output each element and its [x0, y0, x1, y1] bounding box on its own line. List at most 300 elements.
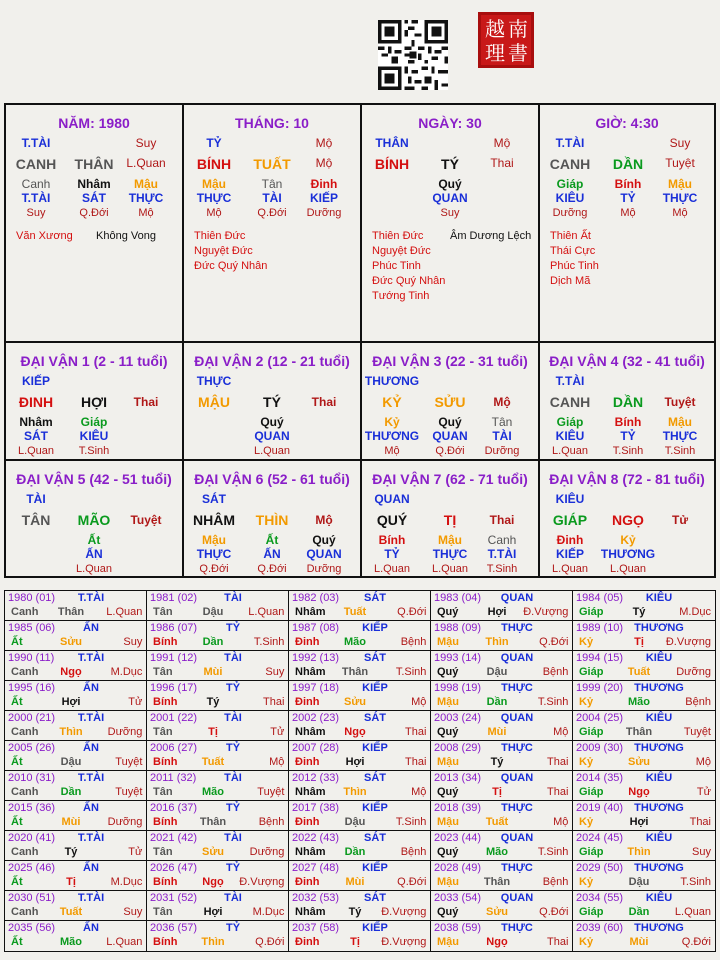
luck-pillar-title: ĐẠI VẬN 6 (52 - 61 tuổi)	[194, 471, 350, 487]
year-branch: Thìn	[485, 636, 509, 648]
year-ten-god: THỰC	[501, 802, 533, 814]
special-star: Đức Quý Nhân	[372, 275, 446, 287]
year-life-stage: Đ.Vượng	[523, 606, 569, 618]
luck-pillar-cell	[184, 461, 362, 578]
year-label: 1999 (20)	[576, 682, 624, 694]
year-branch: Dậu	[60, 756, 82, 768]
year-branch: Thìn	[201, 936, 225, 948]
heavenly-stem: TÂN	[21, 512, 51, 528]
year-cell	[573, 771, 715, 801]
year-life-stage: Thai	[404, 756, 427, 768]
special-star: Dịch Mã	[550, 275, 591, 287]
year-cell	[289, 861, 431, 891]
hidden-stem: Kỷ	[384, 415, 400, 429]
year-ten-god: KIẾP	[362, 682, 388, 694]
year-branch: Dần	[628, 906, 650, 918]
year-cell	[289, 621, 431, 651]
year-life-stage: Q.Đới	[397, 876, 427, 888]
year-cell	[5, 711, 147, 741]
year-cell	[147, 741, 289, 771]
year-label: 2015 (36)	[8, 802, 56, 814]
year-branch: Mùi	[203, 666, 223, 678]
year-branch: Tuất	[627, 666, 651, 678]
year-cell	[289, 831, 431, 861]
life-stage: Thai	[490, 156, 514, 170]
year-cell	[5, 831, 147, 861]
year-life-stage: Mộ	[411, 696, 427, 708]
ten-god-label: Mộ	[493, 136, 511, 150]
earthly-branch: HỢI	[81, 394, 107, 410]
special-star: Thiên Đức	[194, 230, 246, 242]
hidden-stem: Kỷ	[620, 533, 636, 547]
year-life-stage: L.Quan	[248, 606, 285, 618]
ten-god-label: Mộ	[315, 136, 333, 150]
hidden-ten-god: QUAN	[432, 429, 468, 443]
year-label: 2023 (44)	[434, 832, 482, 844]
year-life-stage: Thai	[546, 756, 569, 768]
year-life-stage: Q.Đới	[681, 936, 711, 948]
hidden-life-stage: Dưỡng	[552, 207, 588, 219]
life-stage: Mộ	[315, 156, 333, 170]
hidden-ten-god: KIÊU	[555, 191, 585, 205]
hidden-life-stage: Q.Đới	[435, 445, 465, 457]
year-label: 2028 (49)	[434, 862, 482, 874]
year-branch: Hợi	[487, 606, 507, 618]
year-ten-god: T.TÀI	[77, 652, 105, 664]
ten-god-label: THỰC	[196, 374, 232, 388]
year-cell	[431, 891, 573, 921]
year-ten-god: THƯƠNG	[634, 622, 684, 634]
year-cell	[147, 771, 289, 801]
year-label: 2000 (21)	[8, 712, 56, 724]
hidden-life-stage: Suy	[440, 207, 460, 219]
year-ten-god: KIẾP	[362, 622, 388, 634]
ten-god-label: Suy	[135, 136, 157, 150]
year-label: 2032 (53)	[292, 892, 340, 904]
year-cell	[289, 891, 431, 921]
year-label: 2031 (52)	[150, 892, 198, 904]
year-cell	[5, 891, 147, 921]
year-label: 2009 (30)	[576, 742, 624, 754]
hidden-ten-god: QUAN	[432, 191, 468, 205]
year-ten-god: TỶ	[225, 862, 241, 874]
annual-luck-table	[4, 590, 716, 952]
hidden-ten-god: KIẾP	[309, 191, 339, 205]
hidden-ten-god: TÀI	[492, 429, 512, 443]
year-cell	[431, 591, 573, 621]
year-branch: Thìn	[343, 786, 367, 798]
year-stem: Canh	[11, 726, 39, 738]
year-cell	[431, 681, 573, 711]
year-cell	[573, 681, 715, 711]
year-stem: Canh	[11, 786, 39, 798]
hidden-stem: Giáp	[80, 415, 108, 429]
life-stage: Thai	[133, 395, 159, 409]
year-stem: Đinh	[295, 696, 320, 708]
year-stem: Kỷ	[579, 936, 594, 948]
hidden-ten-god: THƯƠNG	[600, 547, 656, 561]
hidden-stem: Quý	[312, 533, 336, 547]
year-stem: Nhâm	[295, 846, 326, 858]
year-cell	[147, 861, 289, 891]
year-life-stage: Thai	[546, 936, 569, 948]
year-stem: Quý	[437, 726, 459, 738]
year-life-stage: L.Quan	[674, 906, 711, 918]
year-cell	[5, 801, 147, 831]
year-ten-god: THƯƠNG	[634, 742, 684, 754]
year-branch: Tuất	[343, 606, 367, 618]
year-ten-god: QUAN	[500, 892, 534, 904]
year-ten-god: TÀI	[224, 832, 242, 844]
year-label: 2025 (46)	[8, 862, 56, 874]
year-stem: Ất	[11, 816, 23, 828]
year-cell	[289, 591, 431, 621]
year-stem: Tân	[153, 846, 173, 858]
year-ten-god: ẤN	[83, 862, 99, 874]
year-ten-god: QUAN	[500, 772, 534, 784]
year-ten-god: ẤN	[83, 742, 99, 754]
pillar-cell	[362, 105, 540, 343]
year-life-stage: Dưỡng	[107, 816, 143, 828]
luck-pillar-title: ĐẠI VẬN 4 (32 - 41 tuổi)	[549, 353, 705, 369]
year-branch: Dậu	[344, 816, 366, 828]
year-ten-god: SÁT	[364, 652, 386, 664]
hidden-ten-god: KIÊU	[555, 429, 585, 443]
year-label: 2018 (39)	[434, 802, 482, 814]
year-ten-god: QUAN	[500, 712, 534, 724]
year-cell	[573, 621, 715, 651]
earthly-branch: NGỌ	[612, 512, 644, 528]
special-star: Văn Xương	[16, 230, 73, 242]
year-cell	[289, 921, 431, 951]
year-label: 2012 (33)	[292, 772, 340, 784]
hidden-ten-god: QUAN	[306, 547, 342, 561]
year-stem: Nhâm	[295, 786, 326, 798]
year-life-stage: Thai	[262, 696, 285, 708]
year-cell	[5, 621, 147, 651]
year-life-stage: M.Dục	[110, 876, 143, 888]
hidden-ten-god: THỰC	[662, 191, 698, 205]
earthly-branch: TÝ	[263, 394, 281, 410]
year-label: 2027 (48)	[292, 862, 340, 874]
year-stem: Bính	[153, 756, 178, 768]
year-ten-god: ẤN	[83, 802, 99, 814]
year-label: 2024 (45)	[576, 832, 624, 844]
year-ten-god: ẤN	[83, 922, 99, 934]
year-stem: Canh	[11, 846, 39, 858]
year-label: 1991 (12)	[150, 652, 198, 664]
year-stem: Bính	[153, 636, 178, 648]
year-label: 1992 (13)	[292, 652, 340, 664]
year-label: 2002 (23)	[292, 712, 340, 724]
year-branch: Tị	[66, 876, 76, 888]
year-cell	[147, 891, 289, 921]
year-stem: Bính	[153, 876, 178, 888]
luck-pillar-cell	[362, 461, 540, 578]
heavenly-stem: NHÂM	[193, 512, 235, 528]
year-life-stage: L.Quan	[106, 606, 143, 618]
year-cell	[289, 711, 431, 741]
year-branch: Thân	[57, 606, 85, 618]
year-branch: Mùi	[345, 876, 365, 888]
year-label: 1996 (17)	[150, 682, 198, 694]
header-info	[12, 6, 19, 22]
year-label: 2038 (59)	[434, 922, 482, 934]
year-branch: Thân	[483, 876, 511, 888]
hidden-stem: Giáp	[556, 177, 584, 191]
year-branch: Tý	[490, 756, 504, 768]
hidden-ten-god: THỰC	[432, 547, 468, 561]
ten-god-label: SÁT	[202, 492, 226, 506]
year-stem: Bính	[153, 696, 178, 708]
special-star: Tướng Tinh	[372, 290, 430, 302]
year-label: 2030 (51)	[8, 892, 56, 904]
year-label: 1990 (11)	[8, 652, 55, 664]
year-cell	[5, 591, 147, 621]
year-stem: Giáp	[579, 846, 604, 858]
year-branch: Tị	[492, 786, 502, 798]
hidden-ten-god: KIÊU	[79, 429, 109, 443]
year-ten-god: SÁT	[364, 892, 386, 904]
year-cell	[573, 861, 715, 891]
year-stem: Đinh	[295, 876, 320, 888]
ten-god-label: T.TÀI	[555, 374, 585, 388]
year-label: 1997 (18)	[292, 682, 340, 694]
special-star: Thiên Đức	[372, 230, 424, 242]
hidden-life-stage: L.Quan	[17, 445, 55, 457]
earthly-branch: TÝ	[441, 156, 459, 172]
special-star: Thái Cực	[550, 245, 596, 257]
ten-god-label: KIẾP	[21, 374, 51, 388]
ten-god-label: T.TÀI	[555, 136, 585, 150]
year-stem: Đinh	[295, 816, 320, 828]
year-branch: Tuất	[201, 756, 225, 768]
year-stem: Canh	[11, 906, 39, 918]
earthly-branch: DẦN	[612, 394, 644, 410]
year-ten-god: THƯƠNG	[634, 802, 684, 814]
earthly-branch: SỬU	[434, 394, 466, 410]
year-stem: Tân	[153, 726, 173, 738]
year-label: 2008 (29)	[434, 742, 482, 754]
hidden-life-stage: Dưỡng	[484, 445, 520, 457]
ten-god-label: T.TÀI	[21, 136, 51, 150]
year-ten-god: THƯƠNG	[634, 922, 684, 934]
heavenly-stem: ĐINH	[18, 394, 54, 410]
year-life-stage: Q.Đới	[539, 906, 569, 918]
year-label: 1984 (05)	[576, 592, 624, 604]
hidden-stem: Quý	[438, 177, 462, 191]
year-ten-god: THỰC	[501, 622, 533, 634]
year-stem: Ất	[11, 636, 23, 648]
year-cell	[147, 801, 289, 831]
year-stem: Đinh	[295, 756, 320, 768]
year-ten-god: KIẾP	[362, 922, 388, 934]
hidden-stem: Đinh	[556, 533, 584, 547]
heavenly-stem: BÍNH	[374, 156, 410, 172]
year-branch: Mão	[60, 936, 82, 948]
year-branch: Dậu	[486, 666, 508, 678]
year-branch: Tuất	[485, 816, 509, 828]
year-label: 2005 (26)	[8, 742, 56, 754]
hidden-stem: Tân	[491, 415, 513, 429]
year-life-stage: Dưỡng	[249, 846, 285, 858]
year-label: 2001 (22)	[150, 712, 198, 724]
year-cell	[5, 861, 147, 891]
pillar-title: THÁNG: 10	[235, 115, 309, 131]
hidden-ten-god: SÁT	[24, 429, 48, 443]
year-ten-god: TÀI	[224, 712, 242, 724]
hidden-stem: Quý	[438, 415, 462, 429]
year-cell	[5, 741, 147, 771]
year-life-stage: Suy	[692, 846, 711, 858]
pillar-title: NGÀY: 30	[418, 115, 482, 131]
year-cell	[147, 621, 289, 651]
hidden-life-stage: Q.Đới	[79, 207, 109, 219]
year-branch: Tý	[64, 846, 78, 858]
year-stem: Canh	[11, 606, 39, 618]
year-stem: Kỷ	[579, 696, 594, 708]
pillar-cell	[184, 105, 362, 343]
hidden-stem: Mậu	[668, 415, 692, 429]
year-ten-god: TÀI	[224, 592, 242, 604]
heavenly-stem: QUÝ	[376, 512, 408, 528]
year-branch: Hợi	[345, 756, 365, 768]
hidden-stem: Mậu	[438, 533, 462, 547]
year-life-stage: M.Dục	[252, 906, 285, 918]
special-star: Không Vong	[96, 230, 156, 242]
year-ten-god: T.TÀI	[77, 772, 105, 784]
qr-code-icon	[378, 20, 448, 90]
year-cell	[573, 711, 715, 741]
year-label: 2010 (31)	[8, 772, 56, 784]
year-life-stage: Dưỡng	[676, 666, 711, 678]
hidden-life-stage: Q.Đới	[257, 563, 287, 575]
year-label: 1988 (09)	[434, 622, 482, 634]
year-stem: Giáp	[579, 726, 604, 738]
year-ten-god: ẤN	[83, 682, 99, 694]
year-ten-god: QUAN	[500, 592, 534, 604]
year-ten-god: T.TÀI	[77, 592, 105, 604]
year-cell	[147, 681, 289, 711]
hidden-ten-god: THỰC	[662, 429, 698, 443]
year-cell	[289, 681, 431, 711]
year-cell	[5, 651, 147, 681]
year-label: 2003 (24)	[434, 712, 482, 724]
year-branch: Tý	[632, 606, 646, 618]
year-life-stage: M.Dục	[679, 606, 711, 618]
year-stem: Giáp	[579, 606, 604, 618]
luck-pillar-title: ĐẠI VẬN 2 (12 - 21 tuổi)	[194, 353, 350, 369]
year-cell	[5, 771, 147, 801]
year-life-stage: Mộ	[695, 756, 711, 768]
year-cell	[147, 711, 289, 741]
year-cell	[289, 741, 431, 771]
year-stem: Quý	[437, 666, 459, 678]
year-ten-god: TỶ	[225, 742, 241, 754]
year-cell	[5, 681, 147, 711]
year-ten-god: KIẾP	[362, 742, 388, 754]
year-stem: Nhâm	[295, 666, 326, 678]
year-life-stage: Bệnh	[685, 696, 711, 708]
hidden-stem: Mậu	[202, 533, 226, 547]
year-label: 2039 (60)	[576, 922, 624, 934]
year-cell	[573, 741, 715, 771]
ten-god-label: TỶ	[206, 136, 222, 150]
year-branch: Ngọ	[486, 936, 508, 948]
hidden-life-stage: L.Quan	[253, 445, 291, 457]
hidden-ten-god: TỶ	[620, 191, 636, 205]
year-label: 1994 (15)	[576, 652, 624, 664]
year-life-stage: T.Sinh	[253, 636, 285, 648]
year-branch: Ngọ	[60, 666, 82, 678]
year-label: 2013 (34)	[434, 772, 482, 784]
year-stem: Kỷ	[579, 876, 594, 888]
year-ten-god: QUAN	[500, 652, 534, 664]
year-label: 1982 (03)	[292, 592, 340, 604]
year-label: 1983 (04)	[434, 592, 482, 604]
year-branch: Ngọ	[628, 786, 650, 798]
year-cell	[289, 801, 431, 831]
year-label: 2014 (35)	[576, 772, 624, 784]
life-stage: Tuyệt	[130, 513, 162, 527]
year-cell	[431, 831, 573, 861]
year-stem: Tân	[153, 666, 173, 678]
hidden-stem: Bính	[378, 533, 406, 547]
hidden-life-stage: Mộ	[620, 207, 636, 219]
year-ten-god: TÀI	[224, 772, 242, 784]
year-label: 2017 (38)	[292, 802, 340, 814]
year-branch: Sửu	[59, 636, 83, 648]
hidden-life-stage: L.Quan	[373, 563, 411, 575]
year-cell	[431, 741, 573, 771]
year-ten-god: SÁT	[364, 712, 386, 724]
year-branch: Hợi	[203, 906, 223, 918]
year-ten-god: THƯƠNG	[634, 862, 684, 874]
year-life-stage: T.Sinh	[537, 846, 569, 858]
year-life-stage: Mộ	[553, 726, 569, 738]
life-stage: Tuyệt	[664, 395, 696, 409]
hidden-ten-god: KIẾP	[555, 547, 585, 561]
year-stem: Canh	[11, 666, 39, 678]
year-cell	[147, 831, 289, 861]
year-ten-god: ẤN	[83, 622, 99, 634]
life-stage: Tử	[671, 513, 689, 527]
year-life-stage: Bệnh	[542, 876, 569, 888]
year-stem: Giáp	[579, 906, 604, 918]
year-life-stage: Đ.Vượng	[381, 906, 427, 918]
year-label: 1980 (01)	[8, 592, 56, 604]
year-stem: Mậu	[437, 876, 459, 888]
year-life-stage: Đ.Vượng	[381, 936, 427, 948]
year-ten-god: KIÊU	[645, 892, 673, 904]
hidden-stem: Đinh	[310, 177, 338, 191]
year-cell	[431, 651, 573, 681]
year-life-stage: Q.Đới	[255, 936, 285, 948]
luck-pillar-title: ĐẠI VẬN 1 (2 - 11 tuổi)	[20, 353, 168, 369]
year-branch: Mùi	[629, 936, 649, 948]
hidden-ten-god: THƯƠNG	[364, 429, 420, 443]
hidden-life-stage: Suy	[26, 207, 46, 219]
year-branch: Dần	[60, 786, 82, 798]
year-stem: Ất	[11, 876, 23, 888]
year-cell	[431, 921, 573, 951]
luck-pillar-title: ĐẠI VẬN 7 (62 - 71 tuổi)	[372, 471, 528, 487]
year-life-stage: Suy	[123, 636, 143, 648]
year-label: 1989 (10)	[576, 622, 624, 634]
year-label: 2037 (58)	[292, 922, 340, 934]
gender-line	[12, 6, 19, 22]
hidden-ten-god: THỰC	[196, 191, 232, 205]
